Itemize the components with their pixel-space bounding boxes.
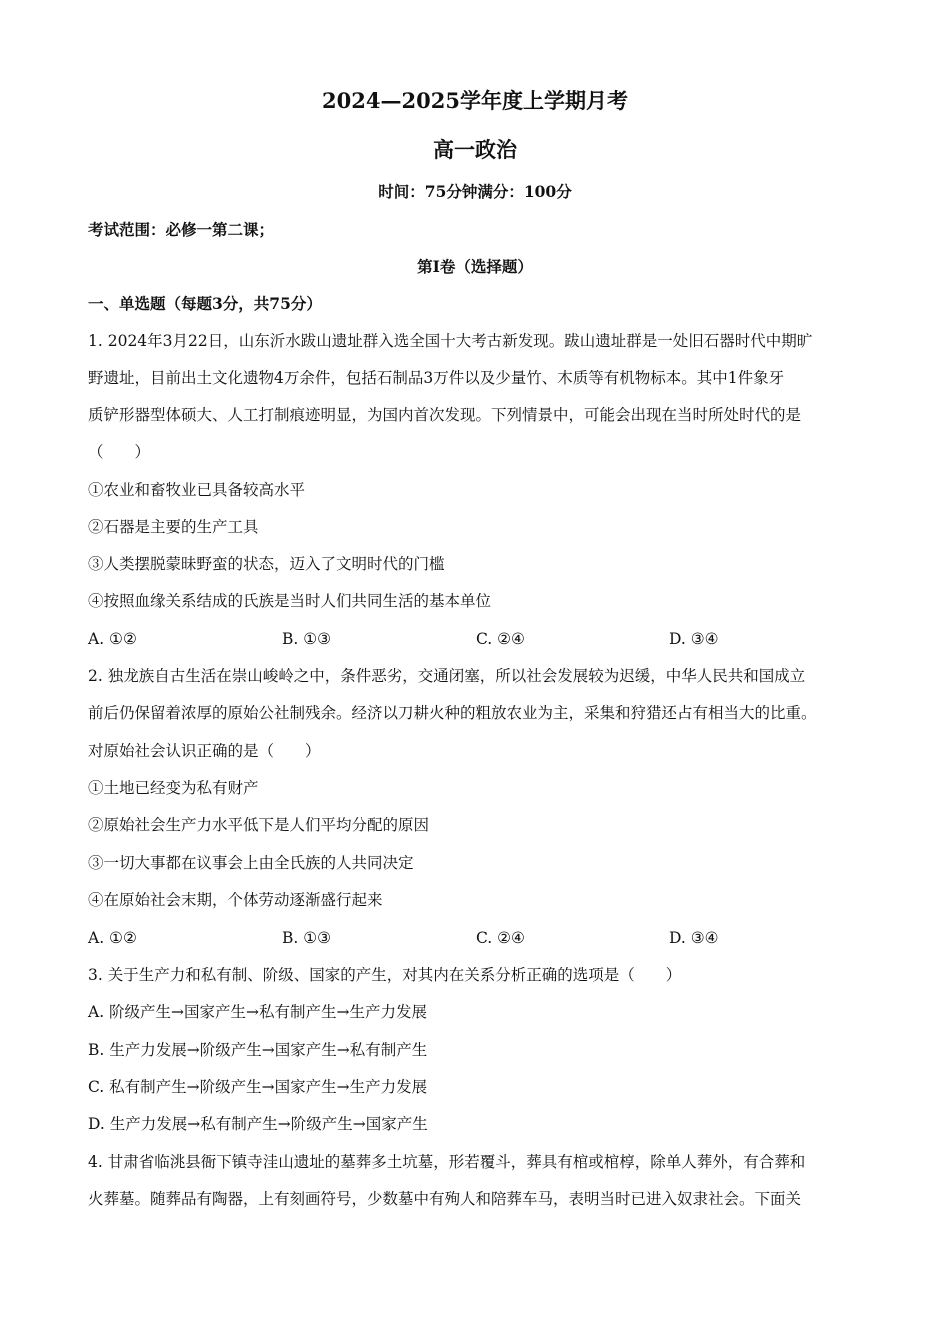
exam-time-info: 时间：75分钟满分：100分 [378,182,572,201]
exam-title: 2024—2025学年度上学期月考 [322,88,628,113]
question-1-statement-1: ①农业和畜牧业已具备较高水平 [88,481,306,499]
question-2-line-1: 2. 独龙族自古生活在崇山峻岭之中，条件恶劣，交通闭塞，所以社会发展较为迟缓，中华人民共和国成立 [88,667,806,685]
question-2-statement-3: ③一切大事都在议事会上由全氏族的人共同决定 [88,854,414,872]
question-2-option-b: B. ①③ [282,929,332,947]
question-1-line-4: （ ） [88,443,151,461]
exam-scope: 考试范围：必修一第二课； [88,220,275,239]
section-title: 一、单选题（每题3分，共75分） [88,294,322,313]
question-1-option-c: C. ②④ [476,630,525,648]
volume-title: 第I卷（选择题） [417,257,533,276]
question-2-statement-4: ④在原始社会末期，个体劳动逐渐盛行起来 [88,891,383,909]
question-2-line-3: 对原始社会认识正确的是（ ） [88,742,321,760]
question-3-choice-b: B. 生产力发展→阶级产生→国家产生→私有制产生 [88,1041,428,1059]
question-1-line-2: 野遗址，目前出土文化遗物4万余件，包括石制品3万件以及少量竹、木质等有机物标本。其中1件象牙 [88,369,785,387]
question-2-statement-1: ①土地已经变为私有财产 [88,779,259,797]
question-1-line-1: 1. 2024年3月22日，山东沂水跋山遗址群入选全国十大考古新发现。跋山遗址群是一处旧石器时代中期旷 [88,332,813,350]
question-1-option-d: D. ③④ [669,630,719,648]
question-1-statement-3: ③人类摆脱蒙昧野蛮的状态，迈入了文明时代的门槛 [88,555,445,573]
question-3-choice-a: A. 阶级产生→国家产生→私有制产生→生产力发展 [88,1003,428,1021]
question-4-line-1: 4. 甘肃省临洮县衙下镇寺洼山遗址的墓葬多土坑墓，形若覆斗，葬具有棺或棺椁，除单人葬外，有合葬和 [88,1153,806,1171]
question-1-option-a: A. ①② [88,630,137,648]
question-2-option-c: C. ②④ [476,929,525,947]
question-2-option-d: D. ③④ [669,929,719,947]
question-3-choice-d: D. 生产力发展→私有制产生→阶级产生→国家产生 [88,1115,428,1133]
question-1-option-b: B. ①③ [282,630,332,648]
question-1-statement-2: ②石器是主要的生产工具 [88,518,259,536]
question-3-choice-c: C. 私有制产生→阶级产生→国家产生→生产力发展 [88,1078,428,1096]
question-1-statement-4: ④按照血缘关系结成的氏族是当时人们共同生活的基本单位 [88,592,492,610]
exam-subject: 高一政治 [433,137,517,162]
question-2-option-a: A. ①② [88,929,137,947]
question-3-line-1: 3. 关于生产力和私有制、阶级、国家的产生，对其内在关系分析正确的选项是（ ） [88,966,682,984]
question-4-line-2: 火葬墓。随葬品有陶器，上有刻画符号，少数墓中有殉人和陪葬车马，表明当时已进入奴隶社会。下面关 [88,1190,802,1208]
question-2-statement-2: ②原始社会生产力水平低下是人们平均分配的原因 [88,816,430,834]
question-1-line-3: 质铲形器型体硕大、人工打制痕迹明显，为国内首次发现。下列情景中，可能会出现在当时所处时代的是 [88,406,802,424]
question-2-line-2: 前后仍保留着浓厚的原始公社制残余。经济以刀耕火种的粗放农业为主，采集和狩猎还占有相当大的比重。 [88,704,817,722]
